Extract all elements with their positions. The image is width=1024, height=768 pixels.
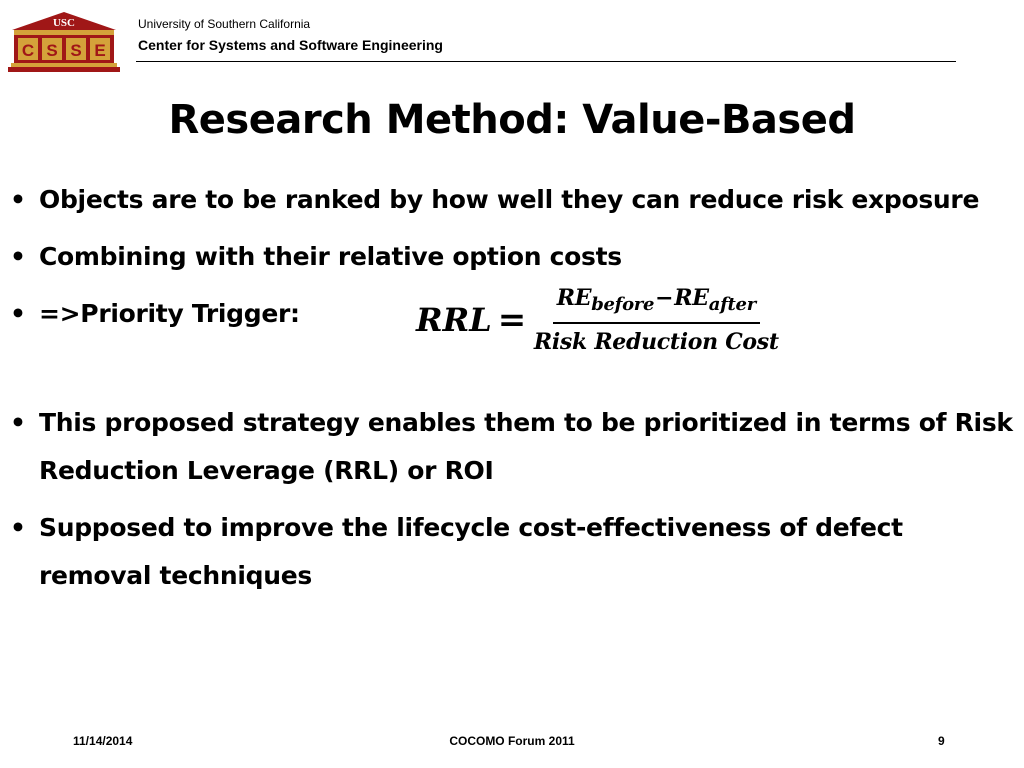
bullet-dot: • [10, 185, 26, 214]
bullet-item-1 [10, 176, 1014, 224]
university-name: University of Southern California [138, 17, 311, 31]
logo-letter-2: S [46, 41, 58, 60]
formula-fraction [534, 283, 779, 358]
bullet-item-2 [10, 233, 1014, 281]
center-name: Center for Systems and Software Engineering [138, 37, 443, 53]
header-divider [136, 61, 956, 62]
logo-step-2 [8, 67, 120, 72]
slide-title: Research Method: Value-Based [168, 97, 856, 143]
numerator-right-sub: after [708, 293, 756, 315]
numerator-left-sub: before [591, 293, 655, 315]
bullet-dot: • [10, 513, 26, 542]
logo-usc-text: USC [52, 17, 76, 29]
logo-step-1 [11, 63, 117, 67]
numerator-left: RE [556, 284, 592, 311]
logo-letter-3: S [70, 41, 82, 60]
logo-frieze [14, 30, 114, 35]
bullet-dot: • [10, 242, 26, 271]
rrl-formula [416, 278, 779, 362]
logo-letter-1: C [21, 41, 35, 60]
bullet-list [10, 176, 1014, 600]
bullet-item-5 [10, 504, 1014, 600]
bullet-text: Combining with their relative option costs [39, 242, 622, 271]
footer-event: COCOMO Forum 2011 [449, 734, 575, 748]
bullet-item-4 [10, 399, 1014, 495]
formula-equals: = [497, 300, 526, 340]
formula-denominator: Risk Reduction Cost [533, 328, 779, 355]
numerator-minus: − [655, 284, 674, 311]
csse-logo-graphic [8, 10, 120, 74]
logo-letter-4: E [94, 41, 106, 60]
bullet-dot: • [10, 299, 26, 328]
formula-numerator [553, 283, 760, 324]
numerator-right: RE [674, 284, 709, 311]
page-number: 9 [938, 734, 945, 748]
header-text [138, 17, 443, 55]
bullet-dot: • [10, 408, 26, 437]
csse-logo [8, 10, 120, 74]
bullet-text: This proposed strategy enables them to be prioritized in terms of Risk Reduction Leverage (RRL) or ROI [39, 408, 1013, 485]
formula-lhs: RRL [416, 301, 492, 339]
footer-date: 11/14/2014 [73, 734, 133, 748]
bullet-item-3 [10, 284, 1014, 390]
bullet-text: Objects are to be ranked by how well they can reduce risk exposure [39, 185, 980, 214]
bullet-text: Supposed to improve the lifecycle cost-effectiveness of defect removal techniques [39, 513, 903, 590]
bullet-text: =>Priority Trigger: [39, 299, 300, 328]
